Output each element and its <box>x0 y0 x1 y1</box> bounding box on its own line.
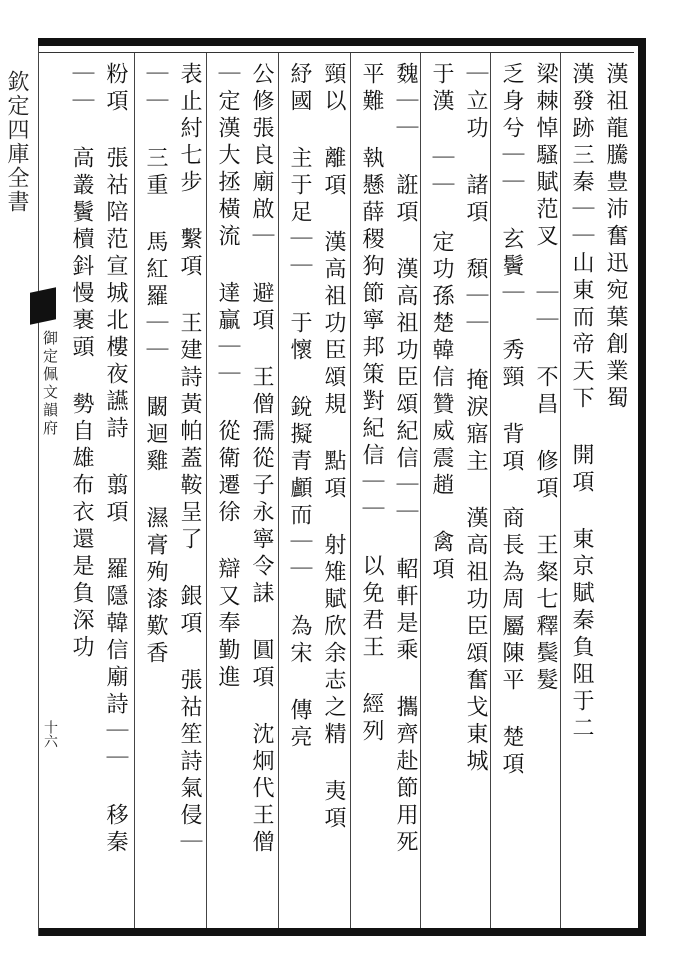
text-column-2: 漢發跡三秦｜｜山東而帝天下 開項 東京賦秦負阻于二 <box>569 62 594 743</box>
frame-top-border <box>38 38 646 46</box>
text-column-14: ｜｜ 三重 馬紅羅｜｜ 闞迴雞 濕膏殉漆歎香 <box>143 62 168 668</box>
page-number: 十六 <box>42 720 58 748</box>
book-subtitle: 御定佩文韻府 <box>41 330 59 438</box>
column-rule <box>134 53 135 928</box>
text-column-9: 頸以 離項 漢高祖功臣頌規 點項 射雉賦欣余志之精 夷項 <box>321 62 346 833</box>
column-rule <box>206 53 207 928</box>
text-column-4: 乏身兮｜｜ 玄鬢｜ 秀頸 背項 商長為周屬陳平 楚項 <box>499 62 524 779</box>
margin-title: 欽定四庫全書 <box>4 70 29 214</box>
text-column-10: 紓國 主于足｜｜ 于懷 銳擬青顱而｜｜ 為宋 傳亮 <box>287 62 312 752</box>
text-column-11: 公修張良廟啟｜ 避項 王僧孺從子永寧令誄 圓項 沈炯代王僧 <box>249 62 274 857</box>
fishtail-mark <box>30 287 56 325</box>
text-column-3: 梁棘悼騷賦范叉 ｜｜ 不昌 修項 王粲七釋鬓髮 <box>533 62 558 695</box>
column-rule <box>350 53 351 928</box>
frame-inner-top-line <box>38 52 634 53</box>
text-column-8: 平難 執懸薛稷狗節寧邦策對紀信｜｜ 以免君王 經列 <box>359 62 384 746</box>
frame-right-border <box>638 38 646 936</box>
column-rule <box>560 53 561 928</box>
column-rule <box>420 53 421 928</box>
margin-divider <box>38 46 39 936</box>
frame-bottom-border <box>38 928 646 936</box>
text-column-16: ｜｜ 高叢鬢櫝鈄慢裹頭 勢自雄布衣還是負深功 <box>69 62 94 662</box>
text-column-6: 于漢 ｜｜ 定功孫楚韓信贊威震趙 禽項 <box>429 62 454 584</box>
text-column-1: 漢祖龍騰豊沛奮迅宛葉創業蜀 <box>603 62 628 413</box>
column-rule <box>278 53 279 928</box>
text-column-15: 粉項 張祜陪范宣城北樓夜讌詩 翦項 羅隱韓信廟詩｜｜ 移秦 <box>103 62 128 857</box>
text-column-7: 魏｜｜ 誑項 漢高祖功臣頌紀信｜｜ 軺軒是乘 攜齊赴節用死 <box>393 62 418 857</box>
text-column-5: ｜立功 諸項 頹｜｜ 掩淚寤主 漢高祖功臣頌奮戈東城 <box>463 62 488 776</box>
text-column-12: ｜定漢大拯橫流 達贏｜｜ 從衛遷徐 辯又奉勤進 <box>215 62 240 692</box>
column-rule <box>490 53 491 928</box>
text-column-13: 表止紂七步 繫項 王建詩黃帕蓋鞍呈了 銀項 張祜笙詩氣侵｜ <box>177 62 202 857</box>
margin-strip <box>0 30 38 936</box>
